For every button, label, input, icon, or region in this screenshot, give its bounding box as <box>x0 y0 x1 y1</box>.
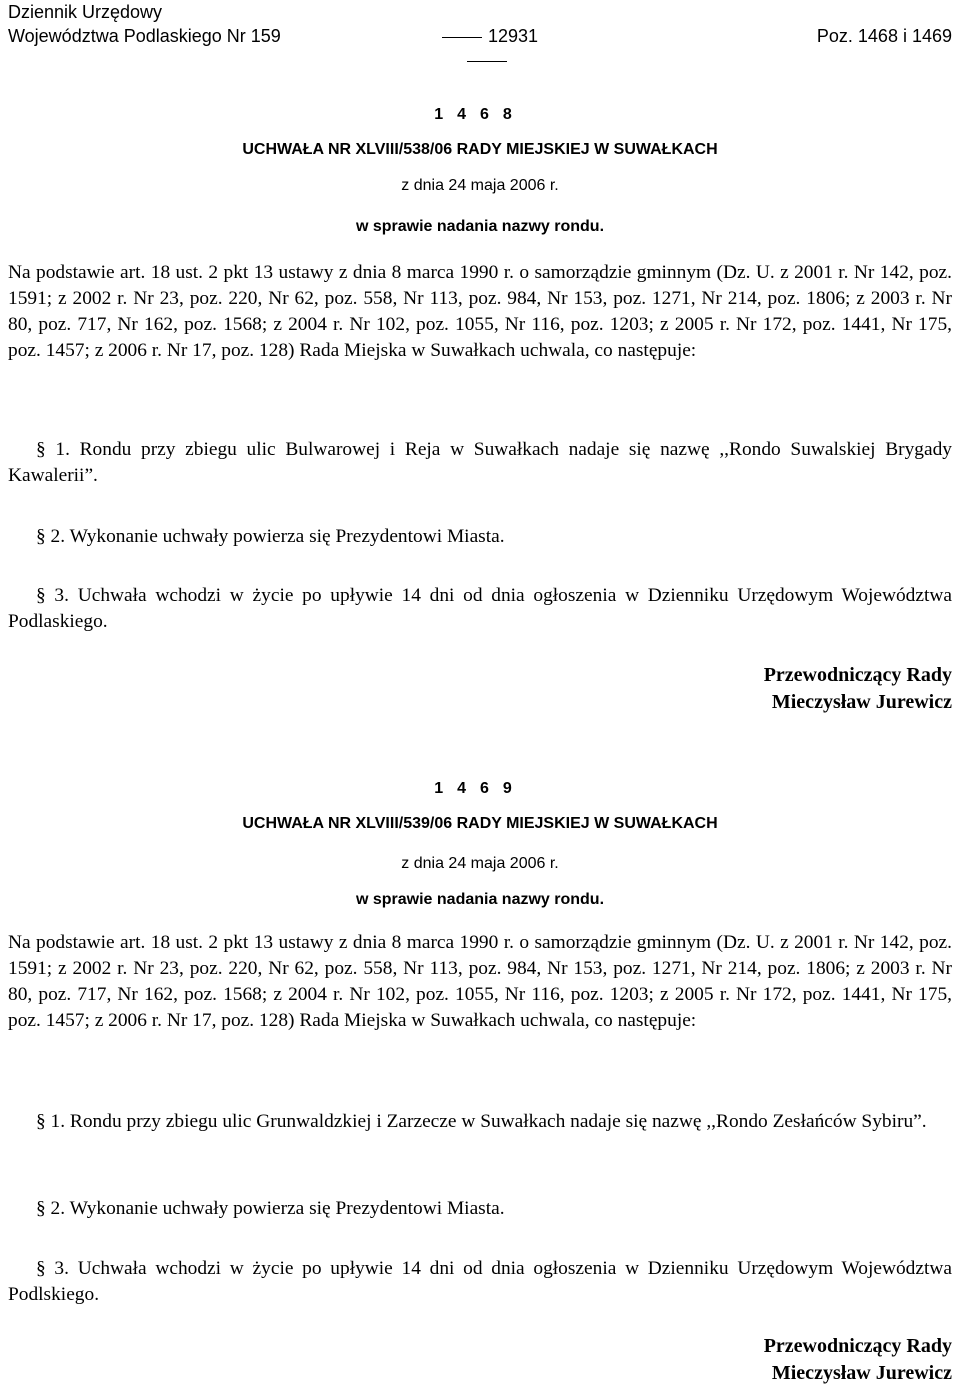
section-1: § 1. Rondu przy zbiegu ulic Bulwarowej i Reja w Suwałkach nadaje się nazwę ,,Rondo Suwalskiej Brygady Kawalerii”. <box>8 439 952 486</box>
signatory-name: Mieczysław Jurewicz <box>771 1362 952 1384</box>
resolution-number: 1469 <box>434 780 526 797</box>
resolution-subject: w sprawie nadania nazwy rondu. <box>355 891 605 908</box>
resolution-date: z dnia 24 maja 2006 r. <box>401 177 559 194</box>
journal-subtitle: Województwa Podlaskiego Nr 159 <box>8 26 281 46</box>
resolution-title: UCHWAŁA NR XLVIII/538/06 RADY MIEJSKIEJ W SUWAŁKACH <box>242 141 718 158</box>
dash-left <box>442 37 482 38</box>
page-number-wrap <box>432 24 542 72</box>
page-header <box>8 0 952 48</box>
resolution-title: UCHWAŁA NR XLVIII/539/06 RADY MIEJSKIEJ W SUWAŁKACH <box>242 815 718 832</box>
signatory-title: Przewodniczący Rady <box>763 1335 952 1357</box>
resolution-preamble: Na podstawie art. 18 ust. 2 pkt 13 ustawy z dnia 8 marca 1990 r. o samorządzie gminnym (Dz. U. z 2001 r. Nr 142, poz. 1591; z 2002 r. Nr 23, poz. 220, Nr 62, poz. 558, Nr 113, poz. 984, Nr 153, poz. 1271, Nr 214, poz. 1806; z 2003 r. Nr 80, poz. 717, Nr 162, poz. 1568; z 2004 r. Nr 102, poz. 1055, Nr 116, poz. 1203; z 2005 r. Nr 172, poz. 1441, Nr 175, poz. 1457; z 2006 r. Nr 17, poz. 128) Rada Miejska w Suwałkach uchwala, co następuje: <box>8 932 952 1031</box>
section-3: § 3. Uchwała wchodzi w życie po upływie 14 dni od dnia ogłoszenia w Dzienniku Urzędowym Województwa Podlskiego. <box>8 1258 952 1305</box>
signature-block <box>8 1333 952 1387</box>
signature-block <box>8 662 952 716</box>
resolution-subject: w sprawie nadania nazwy rondu. <box>355 218 605 235</box>
signatory-title: Przewodniczący Rady <box>763 664 952 686</box>
page-number: 12931 <box>487 26 539 46</box>
resolution-preamble: Na podstawie art. 18 ust. 2 pkt 13 ustawy z dnia 8 marca 1990 r. o samorządzie gminnym (Dz. U. z 2001 r. Nr 142, poz. 1591; z 2002 r. Nr 23, poz. 220, Nr 62, poz. 558, Nr 113, poz. 984, Nr 153, poz. 1271, Nr 214, poz. 1806; z 2003 r. Nr 80, poz. 717, Nr 162, poz. 1568; z 2004 r. Nr 102, poz. 1055, Nr 116, poz. 1203; z 2005 r. Nr 172, poz. 1441, Nr 175, poz. 1457; z 2006 r. Nr 17, poz. 128) Rada Miejska w Suwałkach uchwala, co następuje: <box>8 262 952 361</box>
journal-title: Dziennik Urzędowy <box>8 2 163 22</box>
section-3: § 3. Uchwała wchodzi w życie po upływie 14 dni od dnia ogłoszenia w Dzienniku Urzędowym Województwa Podlaskiego. <box>8 585 952 632</box>
section-2: § 2. Wykonanie uchwały powierza się Prezydentowi Miasta. <box>36 526 505 547</box>
section-1: § 1. Rondu przy zbiegu ulic Grunwaldzkiej i Zarzecze w Suwałkach nadaje się nazwę ,,Rondo Zesłańców Sybiru”. <box>36 1111 927 1132</box>
resolution-number: 1468 <box>434 106 526 123</box>
position-numbers: Poz. 1468 i 1469 <box>816 26 952 46</box>
resolution-date: z dnia 24 maja 2006 r. <box>401 855 559 872</box>
signatory-name: Mieczysław Jurewicz <box>771 691 952 713</box>
dash-right <box>467 61 507 62</box>
section-2: § 2. Wykonanie uchwały powierza się Prezydentowi Miasta. <box>36 1198 505 1219</box>
